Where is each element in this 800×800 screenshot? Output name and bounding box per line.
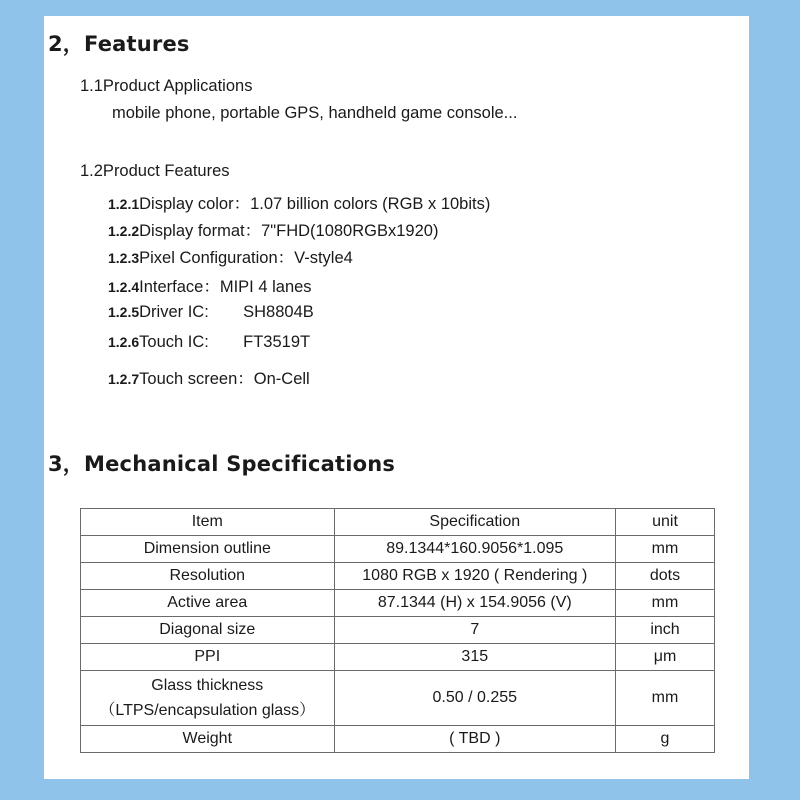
feature-item [108,244,353,268]
document-page [44,16,749,779]
table-cell: 315 [334,644,615,671]
feature-value: SH8804B [243,303,314,321]
table-cell: 87.1344 (H) x 154.9056 (V) [334,590,615,617]
glass-thickness-label: Glass thickness [151,677,264,694]
feature-number: 1.2.3 [108,250,140,266]
table-cell: 0.50 / 0.255 [334,671,615,726]
table-cell: 7 [334,617,615,644]
table-cell: Diagonal size [81,617,335,644]
feature-text: Touch screen：On-Cell [139,370,310,388]
feature-number: 1.2.1 [108,196,140,212]
feature-text: Interface：MIPI 4 lanes [139,278,312,296]
section-2-title: 2，Features [48,32,190,56]
table-header-cell: Item [81,509,335,536]
table-row [81,644,715,671]
table-cell: dots [616,563,715,590]
table-row [81,671,715,726]
feature-item [108,273,312,297]
mechanical-spec-table [80,508,715,753]
feature-text: Pixel Configuration：V-style4 [139,249,353,267]
table-cell: Resolution [81,563,335,590]
table-cell: Active area [81,590,335,617]
table-cell: mm [616,590,715,617]
feature-number: 1.2.6 [108,334,140,350]
feature-item [108,333,310,352]
table-row [81,563,715,590]
table-cell: 89.1344*160.9056*1.095 [334,536,615,563]
feature-item [108,365,310,389]
feature-number: 1.2.4 [108,279,140,295]
table-cell [81,671,335,726]
feature-value: FT3519T [243,333,311,351]
feature-text: Touch IC: [139,333,209,351]
features-heading: 1.2Product Features [80,162,230,180]
applications-heading: 1.1Product Applications [80,77,253,95]
table-header-cell: Specification [334,509,615,536]
table-cell: PPI [81,644,335,671]
table-cell: μm [616,644,715,671]
feature-text: Display format：7"FHD(1080RGBx1920) [139,222,439,240]
feature-number: 1.2.2 [108,223,140,239]
table-header-cell: unit [616,509,715,536]
table-cell: Weight [81,726,335,753]
table-cell: mm [616,671,715,726]
table-cell: g [616,726,715,753]
table-row [81,590,715,617]
table-cell: mm [616,536,715,563]
feature-item [108,217,438,241]
table-cell: inch [616,617,715,644]
glass-thickness-note: （LTPS/encapsulation glass） [99,702,316,719]
table-header-row [81,509,715,536]
feature-number: 1.2.7 [108,371,140,387]
feature-number: 1.2.5 [108,304,140,320]
table-cell: Dimension outline [81,536,335,563]
table-cell: 1080 RGB x 1920 ( Rendering ) [334,563,615,590]
table-cell: ( TBD ) [334,726,615,753]
feature-text: Driver IC: [139,303,209,321]
table-row [81,536,715,563]
feature-text: Display color：1.07 billion colors (RGB x 10bits) [139,195,491,213]
applications-text: mobile phone, portable GPS, handheld game console... [112,104,518,122]
feature-item [108,303,314,322]
table-row [81,617,715,644]
table-row [81,726,715,753]
section-3-title: 3，Mechanical Specifications [48,452,396,476]
feature-item [108,190,490,214]
